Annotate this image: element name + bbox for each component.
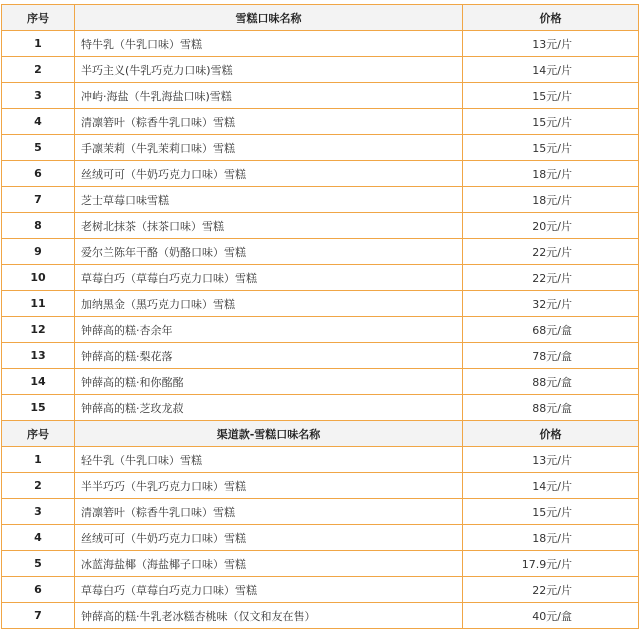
table-row (2, 343, 639, 369)
price-value: 13元/片 (463, 447, 639, 473)
row-number: 2 (2, 57, 75, 83)
table-row (2, 213, 639, 239)
price-value: 15元/片 (463, 83, 639, 109)
row-number: 5 (2, 551, 75, 577)
row-number: 11 (2, 291, 75, 317)
price-value: 32元/片 (463, 291, 639, 317)
flavor-name: 轻牛乳（牛乳口味）雪糕 (75, 447, 463, 473)
header-price: 价格 (463, 5, 639, 31)
flavor-name: 钟薛高的糕·梨花落 (75, 343, 463, 369)
header-number: 序号 (2, 5, 75, 31)
row-number: 10 (2, 265, 75, 291)
flavor-name: 草莓白巧（草莓白巧克力口味）雪糕 (75, 265, 463, 291)
price-value: 18元/片 (463, 161, 639, 187)
price-table (1, 4, 639, 629)
table-row (2, 161, 639, 187)
row-number: 7 (2, 603, 75, 629)
flavor-name: 钟薛高的糕·芝玫龙菽 (75, 395, 463, 421)
price-value: 15元/片 (463, 135, 639, 161)
flavor-name: 特牛乳（牛乳口味）雪糕 (75, 31, 463, 57)
price-value: 13元/片 (463, 31, 639, 57)
row-number: 14 (2, 369, 75, 395)
flavor-name: 加纳黑金（黑巧克力口味）雪糕 (75, 291, 463, 317)
table-row (2, 57, 639, 83)
price-value: 78元/盒 (463, 343, 639, 369)
table-row (2, 447, 639, 473)
row-number: 3 (2, 83, 75, 109)
row-number: 6 (2, 577, 75, 603)
flavor-name: 手凛茉莉（牛乳茉莉口味）雪糕 (75, 135, 463, 161)
table-row (2, 239, 639, 265)
row-number: 1 (2, 31, 75, 57)
row-number: 12 (2, 317, 75, 343)
row-number: 2 (2, 473, 75, 499)
flavor-name: 丝绒可可（牛奶巧克力口味）雪糕 (75, 525, 463, 551)
flavor-name: 冰蓝海盐椰（海盐椰子口味）雪糕 (75, 551, 463, 577)
table-row (2, 291, 639, 317)
price-value: 18元/片 (463, 525, 639, 551)
flavor-name: 钟薛高的糕·杏余年 (75, 317, 463, 343)
row-number: 9 (2, 239, 75, 265)
header-row (2, 5, 639, 31)
row-number: 4 (2, 525, 75, 551)
price-value: 68元/盒 (463, 317, 639, 343)
header-flavor-name: 雪糕口味名称 (75, 5, 463, 31)
price-value: 14元/片 (463, 473, 639, 499)
header-flavor-name: 渠道款-雪糕口味名称 (75, 421, 463, 447)
row-number: 7 (2, 187, 75, 213)
row-number: 3 (2, 499, 75, 525)
table-row (2, 265, 639, 291)
row-number: 8 (2, 213, 75, 239)
flavor-name: 老树北抹茶（抹茶口味）雪糕 (75, 213, 463, 239)
price-value: 40元/盒 (463, 603, 639, 629)
row-number: 6 (2, 161, 75, 187)
table-row (2, 473, 639, 499)
row-number: 1 (2, 447, 75, 473)
table-row (2, 395, 639, 421)
price-value: 15元/片 (463, 109, 639, 135)
price-value: 15元/片 (463, 499, 639, 525)
flavor-name: 清凛箬叶（粽香牛乳口味）雪糕 (75, 499, 463, 525)
table-row (2, 135, 639, 161)
table-row (2, 603, 639, 629)
flavor-name: 冲屿·海盐（牛乳海盐口味)雪糕 (75, 83, 463, 109)
price-value: 20元/片 (463, 213, 639, 239)
table-body (2, 5, 639, 629)
table-row (2, 109, 639, 135)
table-row (2, 577, 639, 603)
table-row (2, 187, 639, 213)
header-number: 序号 (2, 421, 75, 447)
table-row (2, 525, 639, 551)
table-row (2, 551, 639, 577)
table-row (2, 31, 639, 57)
flavor-name: 草莓白巧（草莓白巧克力口味）雪糕 (75, 577, 463, 603)
price-value: 88元/盒 (463, 369, 639, 395)
table-row (2, 499, 639, 525)
price-value: 22元/片 (463, 265, 639, 291)
table-row (2, 317, 639, 343)
flavor-name: 半半巧巧（牛乳巧克力口味）雪糕 (75, 473, 463, 499)
price-value: 18元/片 (463, 187, 639, 213)
flavor-name: 钟薛高的糕·和你酩酩 (75, 369, 463, 395)
flavor-name: 丝绒可可（牛奶巧克力口味）雪糕 (75, 161, 463, 187)
flavor-name: 爱尔兰陈年干酪（奶酪口味）雪糕 (75, 239, 463, 265)
price-value: 22元/片 (463, 239, 639, 265)
row-number: 5 (2, 135, 75, 161)
price-value: 22元/片 (463, 577, 639, 603)
flavor-name: 钟薛高的糕·牛乳老冰糕杏桃味（仅文和友在售） (75, 603, 463, 629)
price-value: 88元/盒 (463, 395, 639, 421)
table-row (2, 83, 639, 109)
table-row (2, 369, 639, 395)
flavor-name: 清凛箬叶（粽香牛乳口味）雪糕 (75, 109, 463, 135)
header-row (2, 421, 639, 447)
row-number: 15 (2, 395, 75, 421)
price-value: 14元/片 (463, 57, 639, 83)
price-value: 17.9元/片 (463, 551, 639, 577)
flavor-name: 半巧主义(牛乳巧克力口味)雪糕 (75, 57, 463, 83)
row-number: 4 (2, 109, 75, 135)
header-price: 价格 (463, 421, 639, 447)
flavor-name: 芝士草莓口味雪糕 (75, 187, 463, 213)
row-number: 13 (2, 343, 75, 369)
